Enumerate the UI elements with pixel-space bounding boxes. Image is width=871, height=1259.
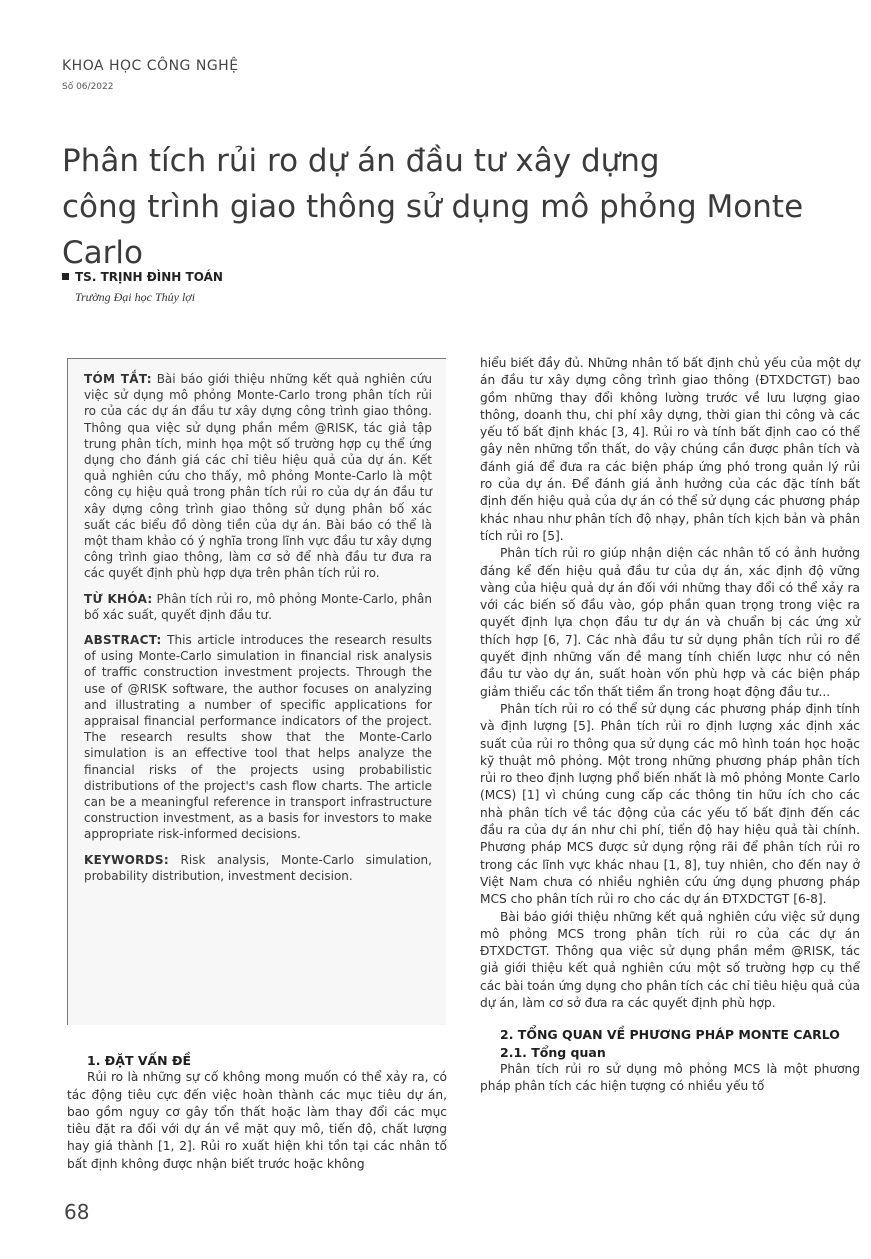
left-column-body (67, 1052, 447, 1173)
subsection-heading-2-1: 2.1. Tổng quan (500, 1044, 606, 1060)
right-column-body (480, 355, 860, 1095)
affiliation: Trường Đại học Thủy lợi (75, 290, 196, 304)
body-paragraph: Phân tích rủi ro có thể sử dụng các phương pháp định tính và định lượng [5]. Phân tích rủi ro định lượng xác định xác suất của rủi ro thông qua sử dụng các mô hình toán học hoặc kỹ thuật mô phỏng. Một trong những phương pháp phân tích rủi ro theo định lượng phổ biến nhất là mô phỏng Monte Carlo (MCS) [1] vì chúng cung cấp các thông tin hữu ích cho các nhà phân tích về tác động của các yếu tố bất định đến các đầu ra của dự án như chi phí, tiến độ hay hiệu quả tài chính. Phương pháp MCS được sử dụng rộng rãi để phân tích rủi ro trong các lĩnh vực khác nhau [1, 8], tuy nhiên, cho đến nay ở Việt Nam chưa có nhiều nghiên cứu ứng dụng phương pháp MCS cho phân tích rủi ro cho các dự án ĐTXDCTGT [6-8]. (480, 701, 860, 907)
keywords-paragraph (84, 852, 432, 884)
section-heading-1: 1. ĐẶT VẤN ĐỀ (87, 1053, 191, 1068)
article-title (62, 138, 842, 276)
page-number: 68 (64, 1200, 90, 1224)
title-line-2: công trình giao thông sử dụng mô phỏng Monte Carlo (62, 189, 804, 271)
author-name: TS. TRỊNH ĐÌNH TOÁN (75, 270, 223, 284)
tomtat-label: TÓM TẮT: (84, 372, 152, 386)
section-label: KHOA HỌC CÔNG NGHỆ (62, 58, 239, 74)
abstract-text: This article introduces the research results of using Monte-Carlo simulation in financial risk analysis of traffic construction investment projects. Through the use of @RISK software, the author focuses on analyzing and illustrating a number of specific applications for appraisal financial performance indicators of the project. The research results show that the Monte-Carlo simulation is an effective tool that helps analyze the financial risks of the projects using probabilistic distributions of the project's cash flow charts. The article can be a meaningful reference in transport infrastructure construction investment, as a basis for investors to make appropriate risk-informed decisions. (84, 633, 432, 842)
keywords-text: Risk analysis, Monte-Carlo simulation, probability distribution, investment decision. (84, 852, 432, 883)
body-paragraph: hiểu biết đầy đủ. Những nhân tố bất định chủ yếu của một dự án đầu tư xây dựng công trình giao thông (ĐTXDCTGT) bao gồm những thay đổi không lường trước về lưu lượng giao thông, doanh thu, chi phí xây dựng, thời gian thi công và các yếu tố bất định khác [3, 4]. Rủi ro và tính bất định cao có thể gây nên những tổn thất, do vậy chúng cần được phân tích và đánh giá để đưa ra các biện pháp ứng phó trong quản lý rủi ro của dự án. Để đánh giá ảnh hưởng của các đặc tính bất định đến hiệu quả của dự án có thể sử dụng các phương pháp khác nhau như phân tích độ nhạy, phân tích kịch bản và phân tích rủi ro [5]. (480, 356, 860, 543)
abstract-box (67, 358, 446, 1025)
tukhoa-text: Phân tích rủi ro, mô phỏng Monte-Carlo, phân bố xác suất, quyết định đầu tư. (84, 591, 432, 622)
abstract-content (84, 371, 432, 893)
tomtat-text: Bài báo giới thiệu những kết quả nghiên cứu việc sử dụng mô phỏng Monte-Carlo trong phân tích rủi ro của các dự án đầu tư xây dựng công trình giao thông. Thông qua việc sử dụng phần mềm @RISK, tác giả tập trung phân tích, minh họa một số trường hợp cụ thể ứng dụng cho đánh giá các chỉ tiêu hiệu quả của dự án. Kết quả nghiên cứu cho thấy, mô phỏng Monte-Carlo là một công cụ hiệu quả trong phân tích rủi ro của dự án đầu tư xây dựng công trình giao thông sử dụng phân bố xác suất các biểu đồ dòng tiền của dự án. Bài báo có thể là một tham khảo có ý nghĩa trong lĩnh vực đầu tư xây dựng công trình giao thông, làm cơ sở để nhà đầu tư đưa ra các quyết định phù hợp dựa trên phân tích rủi ro. (84, 372, 432, 581)
section-heading-2: 2. TỔNG QUAN VỀ PHƯƠNG PHÁP MONTE CARLO (500, 1027, 840, 1043)
body-paragraph: Phân tích rủi ro sử dụng mô phỏng MCS là một phương pháp phân tích các hiện tượng có nhiều yếu tố (480, 1061, 860, 1094)
square-bullet-icon (62, 273, 69, 280)
body-paragraph: Rủi ro là những sự cố không mong muốn có thể xảy ra, có tác động tiêu cực đến việc hoàn thành các mục tiêu dự án, bao gồm nguy cơ gây tổn thất hoặc làm thay đổi các mục tiêu đặt ra đối với dự án về mặt quy mô, tiến độ, chất lượng hay giá thành [1, 2]. Rủi ro xuất hiện khi tồn tại các nhân tố bất định không được nhận biết trước hoặc không (67, 1070, 447, 1171)
abstract-label: ABSTRACT: (84, 633, 162, 648)
abstract-paragraph (84, 632, 432, 843)
tomtat-paragraph (84, 371, 432, 582)
tukhoa-paragraph (84, 591, 432, 623)
body-paragraph: Bài báo giới thiệu những kết quả nghiên cứu việc sử dụng mô phỏng MCS trong phân tích rủi ro của các dự án ĐTXDCTGT. Thông qua việc sử dụng phần mềm @RISK, tác giả giới thiệu kết quả nghiên cứu một số trường hợp cụ thể các bài toán ứng dụng cho phân tích các chỉ tiêu hiệu quả của dự án, làm cơ sở đưa ra các quyết định phù hợp. (480, 909, 860, 1010)
title-line-1: Phân tích rủi ro dự án đầu tư xây dựng (62, 143, 660, 179)
tukhoa-label: TỪ KHÓA: (84, 591, 153, 606)
issue-number: Số 06/2022 (62, 82, 114, 92)
author (62, 270, 223, 284)
keywords-label: KEYWORDS: (84, 852, 169, 867)
body-paragraph: Phân tích rủi ro giúp nhận diện các nhân tố có ảnh hưởng đáng kể đến hiệu quả đầu tư của dự án, xác định độ vững vàng của hiệu quả dự án đối với những thay đổi có thể xảy ra với các biến số đầu vào, góp phần quan trọng trong việc ra quyết định lựa chọn đầu tư dự án và chuẩn bị các ứng xử thích hợp [6, 7]. Các nhà đầu tư sử dụng phân tích rủi ro để quyết định những vấn đề mang tính chiến lược như có nên đầu tư vào dự án, suất hoàn vốn phù hợp và các biện pháp giảm thiểu các tổn thất tiềm ẩn trong hoạt động đầu tư... (480, 546, 860, 699)
